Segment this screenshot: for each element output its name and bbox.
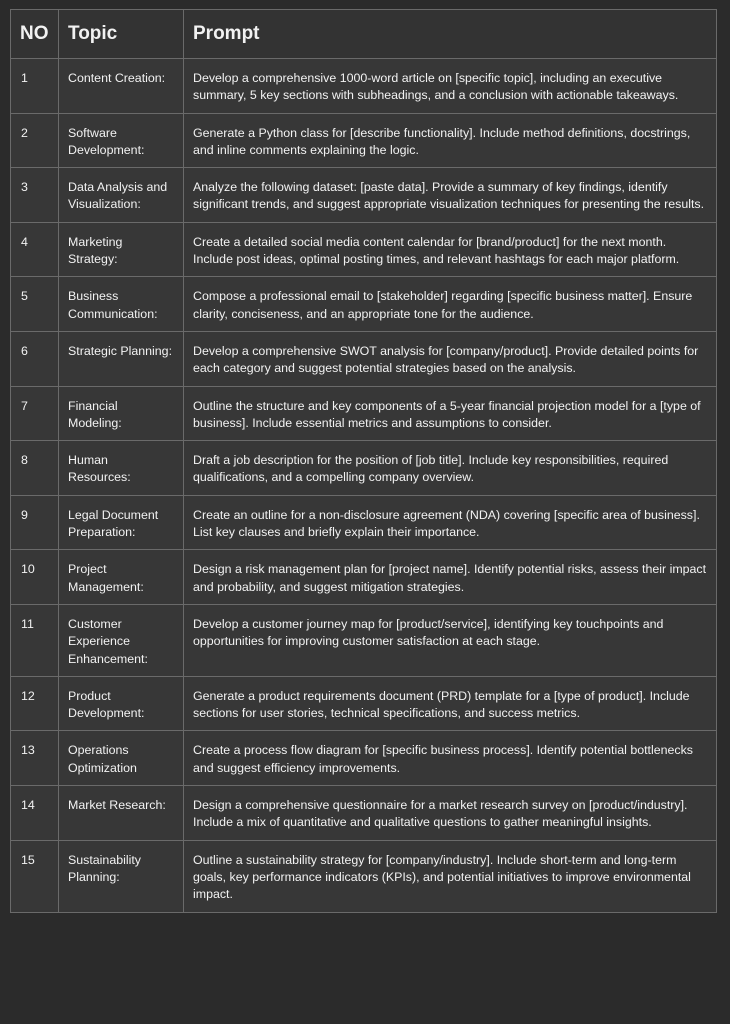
prompt-table [10, 9, 717, 913]
row-topic: Legal Document Preparation: [59, 495, 184, 550]
row-number: 13 [11, 731, 59, 786]
table-row [11, 495, 717, 550]
row-prompt: Develop a comprehensive 1000-word article on [specific topic], including an executive summary, 5 key sections with subheadings, and a conclusion with actionable takeaways. [184, 59, 717, 114]
row-prompt: Draft a job description for the position of [job title]. Include key responsibilities, required qualifications, and a compelling company overview. [184, 441, 717, 496]
row-prompt: Develop a customer journey map for [product/service], identifying key touchpoints and opportunities for improving customer satisfaction at each stage. [184, 604, 717, 676]
row-number: 9 [11, 495, 59, 550]
row-prompt: Develop a comprehensive SWOT analysis for [company/product]. Provide detailed points for each category and suggest potential strategies based on the analysis. [184, 331, 717, 386]
table-row [11, 840, 717, 912]
table-row [11, 113, 717, 168]
row-number: 14 [11, 786, 59, 841]
row-topic: Product Development: [59, 676, 184, 731]
row-prompt: Outline a sustainability strategy for [company/industry]. Include short-term and long-term goals, key performance indicators (KPIs), and potential initiatives to improve environmental impact. [184, 840, 717, 912]
row-prompt: Generate a Python class for [describe functionality]. Include method definitions, docstrings, and inline comments explaining the logic. [184, 113, 717, 168]
table-body [11, 59, 717, 913]
table-row [11, 731, 717, 786]
row-prompt: Generate a product requirements document (PRD) template for a [type of product]. Include sections for user stories, technical specifications, and success metrics. [184, 676, 717, 731]
prompt-table-container [10, 9, 716, 913]
row-topic: Business Communication: [59, 277, 184, 332]
table-row [11, 441, 717, 496]
table-row [11, 277, 717, 332]
row-number: 8 [11, 441, 59, 496]
row-prompt: Compose a professional email to [stakeholder] regarding [specific business matter]. Ensure clarity, conciseness, and an appropriate tone for the audience. [184, 277, 717, 332]
row-number: 11 [11, 604, 59, 676]
table-row [11, 550, 717, 605]
row-topic: Customer Experience Enhancement: [59, 604, 184, 676]
row-number: 3 [11, 168, 59, 223]
row-topic: Market Research: [59, 786, 184, 841]
row-topic: Data Analysis and Visualization: [59, 168, 184, 223]
table-row [11, 222, 717, 277]
row-topic: Marketing Strategy: [59, 222, 184, 277]
table-row [11, 331, 717, 386]
table-header-row [11, 10, 717, 59]
row-topic: Strategic Planning: [59, 331, 184, 386]
row-prompt: Analyze the following dataset: [paste data]. Provide a summary of key findings, identify significant trends, and suggest appropriate visualization techniques for presenting the results. [184, 168, 717, 223]
table-row [11, 59, 717, 114]
row-number: 15 [11, 840, 59, 912]
row-topic: Software Development: [59, 113, 184, 168]
row-number: 4 [11, 222, 59, 277]
row-topic: Project Management: [59, 550, 184, 605]
header-no: NO [11, 10, 59, 59]
row-topic: Human Resources: [59, 441, 184, 496]
table-row [11, 168, 717, 223]
row-topic: Sustainability Planning: [59, 840, 184, 912]
header-topic: Topic [59, 10, 184, 59]
row-number: 12 [11, 676, 59, 731]
row-prompt: Create an outline for a non-disclosure agreement (NDA) covering [specific area of business]. List key clauses and briefly explain their importance. [184, 495, 717, 550]
table-row [11, 676, 717, 731]
row-number: 2 [11, 113, 59, 168]
row-number: 5 [11, 277, 59, 332]
row-number: 6 [11, 331, 59, 386]
row-prompt: Outline the structure and key components of a 5-year financial projection model for a [type of business]. Include essential metrics and assumptions to consider. [184, 386, 717, 441]
table-row [11, 386, 717, 441]
header-prompt: Prompt [184, 10, 717, 59]
row-topic: Financial Modeling: [59, 386, 184, 441]
row-prompt: Create a process flow diagram for [specific business process]. Identify potential bottlenecks and suggest efficiency improvements. [184, 731, 717, 786]
row-topic: Operations Optimization [59, 731, 184, 786]
row-number: 1 [11, 59, 59, 114]
row-prompt: Design a comprehensive questionnaire for a market research survey on [product/industry]. Include a mix of quantitative and qualitative questions to gather meaningful insights. [184, 786, 717, 841]
row-prompt: Design a risk management plan for [project name]. Identify potential risks, assess their impact and probability, and suggest mitigation strategies. [184, 550, 717, 605]
row-prompt: Create a detailed social media content calendar for [brand/product] for the next month. Include post ideas, optimal posting times, and relevant hashtags for each major platform. [184, 222, 717, 277]
table-row [11, 786, 717, 841]
row-topic: Content Creation: [59, 59, 184, 114]
row-number: 10 [11, 550, 59, 605]
table-row [11, 604, 717, 676]
row-number: 7 [11, 386, 59, 441]
